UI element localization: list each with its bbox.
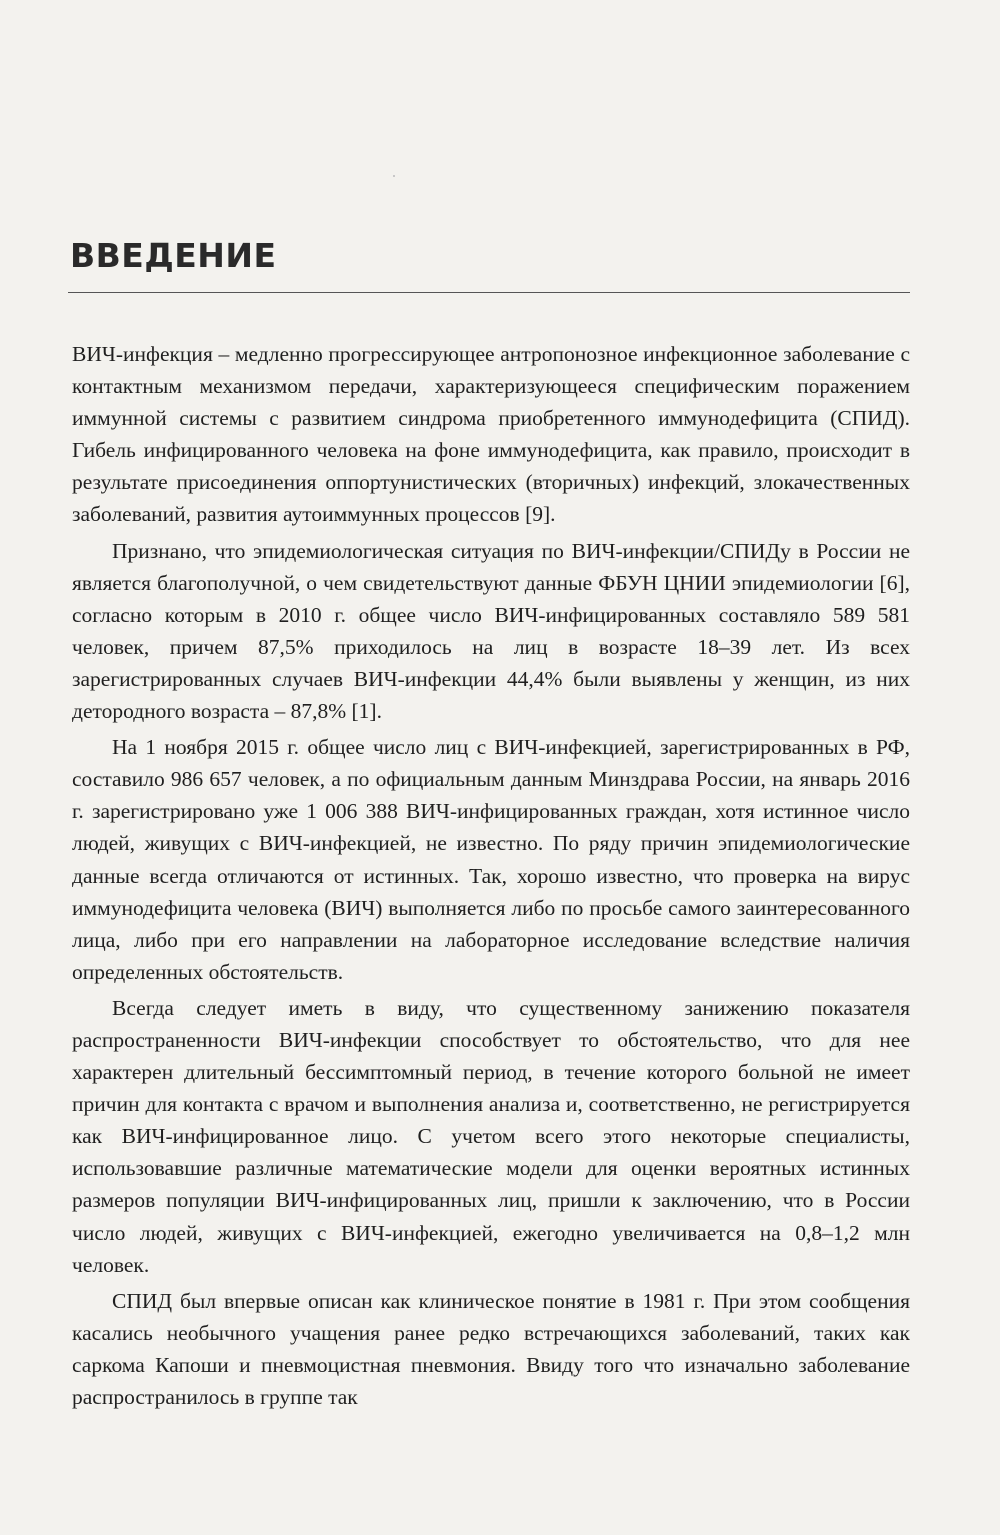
paragraph-3: На 1 ноября 2015 г. общее число лиц с ВИЧ-инфекцией, зарегистрированных в РФ, составило 986 657 человек, а по официальным данным Минздрава России, на январь 2016 г. зарегистрировано уже 1 006 388 ВИЧ-инфицированных граждан, хотя истинное число людей, живущих с ВИЧ-инфекцией, не известно. По ряду причин эпидемиологические данные всегда отличаются от истинных. Так, хорошо известно, что проверка на вирус иммунодефицита человека (ВИЧ) выполняется либо по просьбе самого заинтересованного лица, либо при его направлении на лабораторное исследование вследствие наличия определенных обстоятельств.	[72, 735, 910, 984]
paragraph-1: ВИЧ-инфекция – медленно прогрессирующее антропонозное инфекционное заболевание с контактным механизмом передачи, характеризующееся специфическим поражением иммунной системы с развитием синдрома приобретенного иммунодефицита (СПИД). Гибель инфицированного человека на фоне иммунодефицита, как правило, происходит в результате присоединения оппортунистических (вторичных) инфекций, злокачественных заболеваний, развития аутоиммунных процессов [9].	[72, 342, 910, 527]
paper-speck	[393, 175, 395, 177]
paragraph-4: Всегда следует иметь в виду, что существенному занижению показателя распространенности ВИЧ-инфекции способствует то обстоятельство, что для нее характерен длительный бессимптомный период, в течение которого больной не имеет причин для контакта с врачом и выполнения анализа и, соответственно, не регистрируется как ВИЧ-инфицированное лицо. С учетом всего этого некоторые специалисты, использовавшие различные математические модели для оценки вероятных истинных размеров популяции ВИЧ-инфицированных лиц, пришли к заключению, что в России число людей, живущих с ВИЧ-инфекцией, ежегодно увеличивается на 0,8–1,2 млн человек.	[72, 995, 910, 1277]
body-text	[72, 338, 910, 1417]
paragraph-5: СПИД был впервые описан как клиническое понятие в 1981 г. При этом сообщения касались необычного учащения ранее редко встречающихся заболеваний, таких как саркома Капоши и пневмоцистная пневмония. Ввиду того что изначально заболевание распространилось в группе так	[72, 1288, 910, 1409]
heading-divider	[68, 292, 910, 293]
paragraph-2: Признано, что эпидемиологическая ситуация по ВИЧ-инфекции/СПИДу в России не является благополучной, о чем свидетельствуют данные ФБУН ЦНИИ эпидемиологии [6], согласно которым в 2010 г. общее число ВИЧ-инфицированных составляло 589 581 человек, причем 87,5% приходилось на лиц в возрасте 18–39 лет. Из всех зарегистрированных случаев ВИЧ-инфекции 44,4% были выявлены у женщин, из них детородного возраста – 87,8% [1].	[72, 538, 910, 724]
chapter-heading: ВВЕДЕНИЕ	[70, 236, 277, 275]
